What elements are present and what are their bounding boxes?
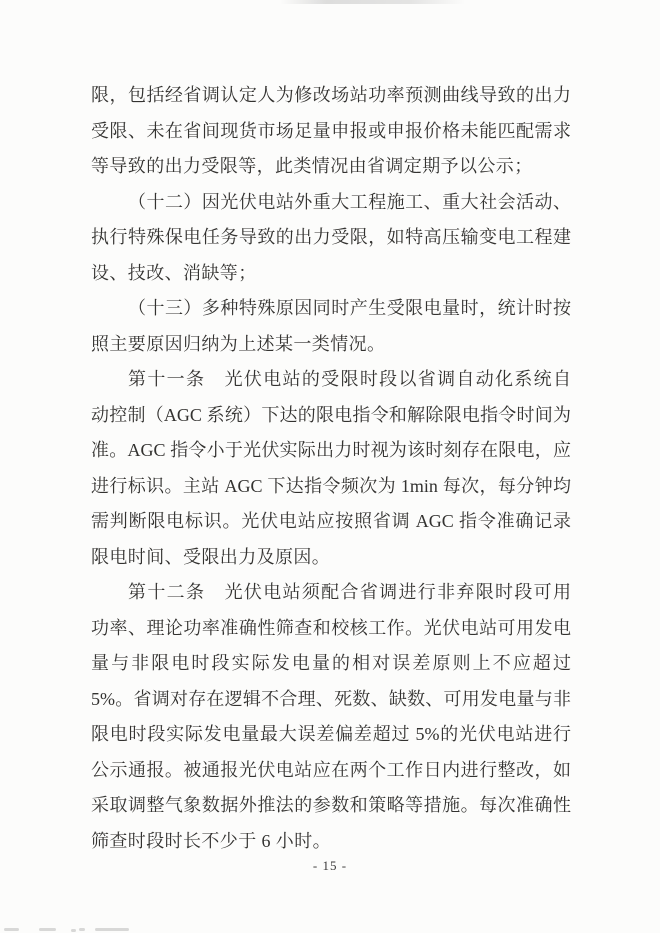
- text-line: 执行特殊保电任务导致的出力受限，如特高压输变电工程建: [91, 227, 571, 247]
- text-line: 第十二条 光伏电站须配合省调进行非弃限时段可用: [128, 582, 571, 602]
- text-line: 需判断限电标识。光伏电站应按照省调 AGC 指令准确记录: [91, 511, 571, 531]
- paragraph-item-13: [91, 291, 571, 362]
- text-line: 动控制（AGC 系统）下达的限电指令和解除限电指令时间为: [91, 404, 571, 425]
- scan-smudge-top: [280, 0, 465, 4]
- scan-mark: [71, 929, 76, 932]
- text-line: （十三）多种特殊原因同时产生受限电量时，统计时按: [128, 298, 571, 318]
- text-line: 量与非限电时段实际发电量的相对误差原则上不应超过: [91, 653, 571, 673]
- page-number: - 15 -: [312, 858, 348, 873]
- text-line: 等导致的出力受限等，此类情况由省调定期予以公示；: [91, 156, 533, 176]
- text-line: 限电时段实际发电量最大误差偏差超过 5%的光伏电站进行: [91, 724, 571, 744]
- scan-mark: [79, 928, 85, 931]
- text-line: 筛查时段时长不少于 6 小时。: [91, 830, 331, 851]
- text-line: 进行标识。主站 AGC 下达指令频次为 1min 每次，每分钟均: [91, 475, 571, 496]
- text-line: 采取调整气象数据外推法的参数和策略等措施。每次准确性: [91, 795, 571, 815]
- scan-mark: [95, 928, 129, 931]
- text-line: 设、技改、消缺等；: [91, 262, 257, 283]
- document-body: [91, 78, 571, 859]
- text-line: 功率、理论功率准确性筛查和校核工作。光伏电站可用发电: [91, 617, 571, 638]
- text-line: 5%。省调对存在逻辑不合理、死数、缺数、可用发电量与非: [91, 688, 571, 709]
- text-line: 公示通报。被通报光伏电站应在两个工作日内进行整改，如: [91, 759, 571, 780]
- text-line: 限电时间、受限出力及原因。: [91, 546, 331, 567]
- text-line: 第十一条 光伏电站的受限时段以省调自动化系统自: [128, 369, 571, 389]
- paragraph-article-12: [91, 575, 571, 859]
- text-line: 受限、未在省间现货市场足量申报或申报价格未能匹配需求: [91, 120, 571, 141]
- text-line: 照主要原因归纳为上述某一类情况。: [91, 333, 386, 354]
- paragraph-continuation: [91, 78, 571, 185]
- paragraph-article-11: [91, 362, 571, 575]
- paragraph-item-12: [91, 185, 571, 292]
- text-line: 限，包括经省调认定人为修改场站功率预测曲线导致的出力: [91, 85, 571, 105]
- text-line: 准。AGC 指令小于光伏实际出力时视为该时刻存在限电，应: [91, 440, 571, 460]
- text-line: （十二）因光伏电站外重大工程施工、重大社会活动、: [128, 191, 571, 212]
- scan-mark: [39, 928, 56, 931]
- scan-mark: [4, 928, 19, 931]
